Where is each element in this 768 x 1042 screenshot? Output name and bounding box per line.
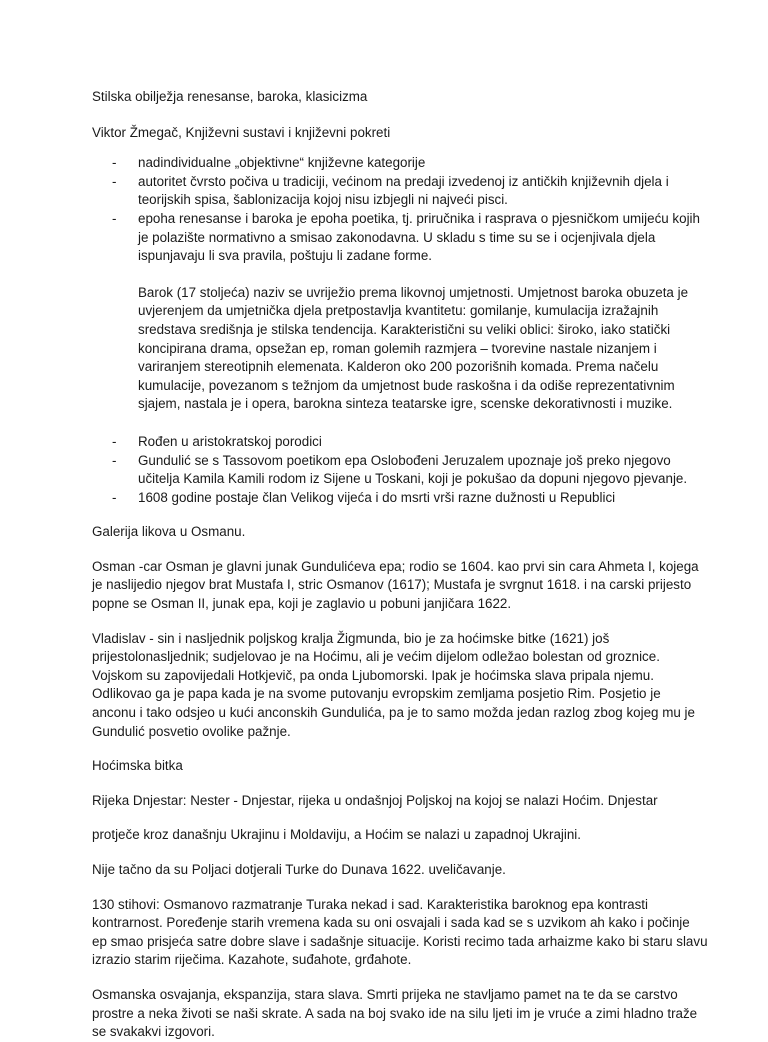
list-item-text: Gundulić se s Tassovom poetikom epa Oslobođeni Jeruzalem upoznaje još preko njegovo učitelja Kamila Kamili rodom iz Sijene u Toskani, koji je pokušao da dopuni njegovo pjevanje. xyxy=(138,452,688,487)
stihovi-paragraph: 130 stihovi: Osmanovo razmatranje Turaka nekad i sad. Karakteristika baroknog epa kontrasti kontrarnost. Poređenje starih vremena kada su oni osvajali i sada kad se s uzvikom ah kako i počinje ep smao prisjeća satre dobre slave i sadašnje situacije. Koristi recimo tada arhaizme kako bi staru slavu izrazio starim riječima. Kazahote, suđahote, grđahote. xyxy=(92,896,708,968)
list-item xyxy=(92,154,708,173)
list-item-text: autoritet čvrsto počiva u tradiciji, većinom na predaji izvedenoj iz antičkih književnih djela i teorijskih spisa, šablonizacija kojoj nisu izbjegli ni najveći pisci. xyxy=(138,173,669,208)
bullet-dash: - xyxy=(112,489,117,505)
list-item xyxy=(92,489,708,508)
list-item-text: 1608 godine postaje član Velikog vijeća i do msrti vrši razne dužnosti u Republici xyxy=(138,489,616,505)
rijeka-line-2: protječe kroz današnju Ukrajinu i Moldaviju, a Hoćim se nalazi u zapadnoj Ukrajini. xyxy=(92,827,581,843)
rijeka-line-1: Rijeka Dnjestar: Nester - Dnjestar, rijeka u ondašnjoj Poljskoj na kojoj se nalazi Hoćim. Dnjestar xyxy=(92,792,658,808)
bullet-dash: - xyxy=(112,452,117,468)
barok-paragraph: Barok (17 stoljeća) naziv se uvriježio prema likovnoj umjetnosti. Umjetnost baroka obuzeta je uvjerenjem da umjetnička djela pretpostavlja kvantitetu: gomilanje, kumulacija izražajnih sredstava središnja je stilska tendencija. Karakteristični su veliki oblici: široko, iako statički koncipirana drama, opsežan ep, roman golemih razmjera – tvorevine nastale nizanjem i variranjem stereotipnih elemenata. Kalderon oko 200 pozorišnih komada. Prema načelu kumulacije, povezanom s težnjom da umjetnost bude raskošna i da odiše reprezentativnim sjajem, nastala je i opera, barokna sinteza teatarske igre, scenske dekorativnosti i muzike. xyxy=(138,284,689,412)
list-item-text: Rođen u aristokratskoj porodici xyxy=(138,433,322,449)
list-item xyxy=(92,173,708,210)
bullet-list-characteristics xyxy=(92,154,708,266)
list-item-text: epoha renesanse i baroka je epoha poetika, tj. priručnika i rasprava o pjesničkom umijeću kojih je polazište normativno a smisao zakonodavna. U skladu s time su se i ocjenjivala djela ispunjavaju li sva pravila, poštuju li zadane forme. xyxy=(138,210,700,264)
document-title: Stilska obilježja renesanse, baroka, klasicizma xyxy=(92,89,368,104)
osman-paragraph: Osman -car Osman je glavni junak Gundulićeva epa; rodio se 1604. kao prvi sin cara Ahmeta I, kojega je naslijedio njegov brat Mustafa I, stric Osmanov (1617); Mustafa je svrgnut 1618. i na carski prijesto popne se Osman II, junak epa, koji je zaglavio u pobuni janjičara 1622. xyxy=(92,558,699,612)
bullet-dash: - xyxy=(112,173,117,189)
bullet-dash: - xyxy=(112,155,117,171)
bullet-dash: - xyxy=(112,210,117,226)
osmanska-paragraph: Osmanska osvajanja, ekspanzija, stara slava. Smrti prijeka ne stavljamo pamet na te da se carstvo prostre a neka životi se naši skrate. A sada na boj svako ide na silu ljeti im je vruće a zimi hladno traže se svakakvi izgovori. xyxy=(92,986,698,1040)
bullet-list-gundulic xyxy=(92,433,708,507)
vladislav-paragraph: Vladislav - sin i nasljednik poljskog kralja Žigmunda, bio je za hoćimske bitke (1621) još prijestolonasljednik; sudjelovao je na Hoćimu, ali je većim dijelom odležao bolestan od groznice. Vojskom su zapovijedali Hotkjevič, pa onda Ljubomorski. Ipak je hoćimska slava pripala njemu. Odlikovao ga je papa kada je na svome putovanju evropskim zemljama posjetio Rim. Posjetio je anconu i tako odsjeo u kući anconskih Gundulića, pa je to samo možda jedan razlog zbog kojeg mu je Gundulić posvetio ovolike pažnje. xyxy=(92,630,695,739)
galerija-heading: Galerija likova u Osmanu. xyxy=(92,524,246,540)
list-item xyxy=(92,210,708,266)
hocimska-heading: Hoćimska bitka xyxy=(92,758,183,774)
list-item xyxy=(92,433,708,452)
list-item xyxy=(92,452,708,489)
bullet-dash: - xyxy=(112,433,117,449)
nije-line: Nije tačno da su Poljaci dotjerali Turke do Dunava 1622. uveličavanje. xyxy=(92,862,506,877)
list-item-text: nadindividualne „objektivne“ književne kategorije xyxy=(138,155,426,171)
source-reference: Viktor Žmegač, Književni sustavi i književni pokreti xyxy=(92,124,391,140)
